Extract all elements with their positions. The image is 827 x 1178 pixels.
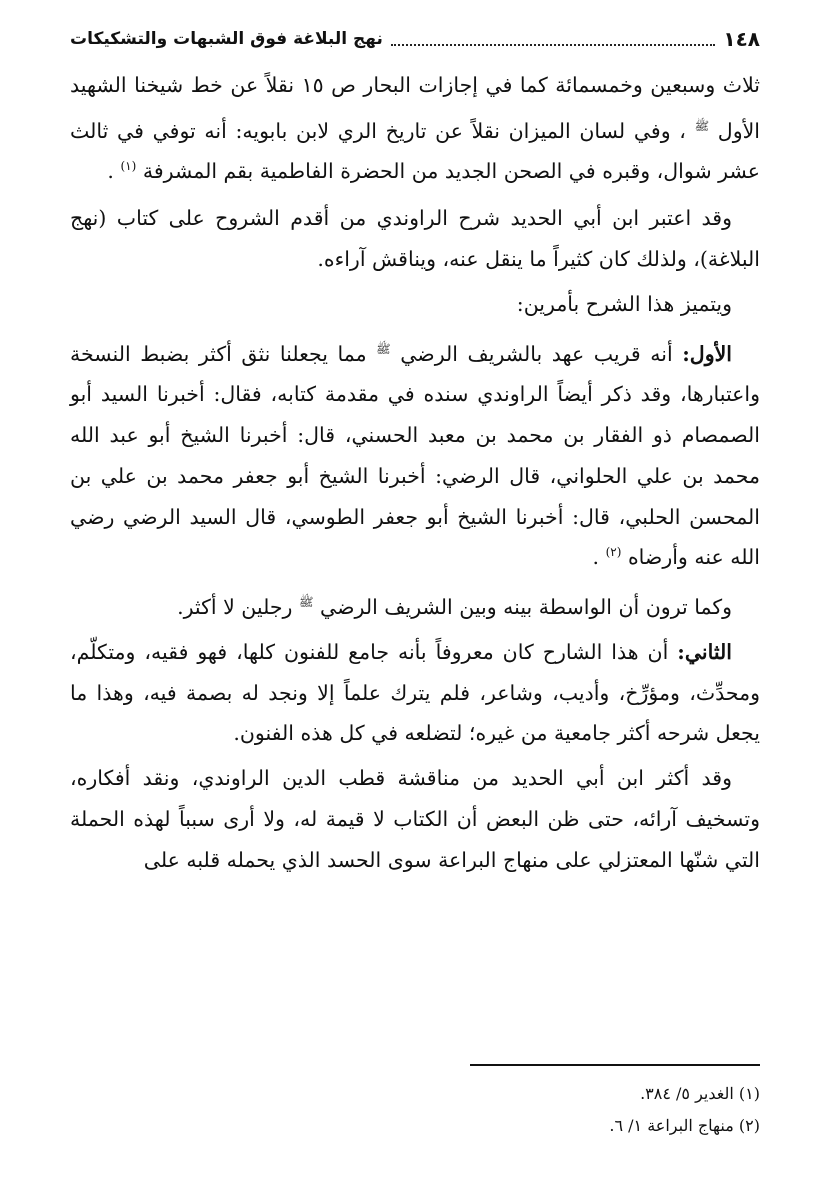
paragraph-4-end: .: [592, 545, 600, 570]
paragraph-4: [70, 329, 760, 579]
paragraph-7: وقد أكثر ابن أبي الحديد من مناقشة قطب الدين الراوندي، ونقد أفكاره، وتسخيف آرائه، حتى ظن البعض أن الكتاب لا قيمة له، ولا أرى سبباً لهذه الحملة التي شنّها المعتزلي على منهاج البراعة سوى الحسد الذي يحمله قلبه على: [70, 766, 760, 872]
footnotes: [70, 1064, 760, 1142]
honorific-mark: ﷺ: [694, 118, 710, 133]
paragraph-6: [70, 632, 760, 754]
footnote-separator: [470, 1064, 760, 1066]
main-text: [70, 65, 760, 881]
paragraph-6-lead: الثاني:: [677, 639, 732, 664]
paragraph-4-text: أنه قريب عهد بالشريف الرضي: [400, 341, 673, 366]
paragraph-6-text: أن هذا الشارح كان معروفاً بأنه جامع للفنون كلها، فهو فقيه، ومتكلّم، ومحدِّث، ومؤرِّخ، وأديب، وشاعر، فلم يترك علماً إلا ونجد له بصمة فيه، وهذا ما يجعل شرحه أكثر جامعية من غيره؛ لتضلعه في كل هذه الفنون.: [70, 639, 760, 746]
footnote-ref-2[interactable]: (٢): [605, 545, 622, 560]
paragraph-5-text-2: رجلين لا أكثر.: [177, 595, 293, 620]
paragraph-1-text-2: ، وفي لسان الميزان نقلاً عن تاريخ الري لابن بابويه: أنه توفي في ثالث عشر شوال، وقبره في الصحن الجديد من الحضرة الفاطمية بقم المشرفة: [70, 118, 760, 184]
paragraph-1-text: ثلاث وسبعين وخمسمائة كما في إجازات البحار ص ١٥ نقلاً عن خط شيخنا الشهيد الأول: [70, 73, 761, 143]
page-number: ١٤٨: [723, 27, 760, 51]
paragraph-1: [70, 65, 760, 192]
header-dot-leader: [391, 44, 716, 46]
page-header: [70, 24, 760, 54]
footnote-1: (١) الغدير ٥/ ٣٨٤.: [640, 1084, 760, 1103]
paragraph-5: [70, 582, 760, 628]
paragraph-2: وقد اعتبر ابن أبي الحديد شرح الراوندي من أقدم الشروح على كتاب (نهج البلاغة)، ولذلك كان كثيراً ما ينقل عنه، ويناقش آراءه.: [70, 206, 760, 272]
paragraph-5-text: وكما ترون أن الواسطة بينه وبين الشريف الرضي: [320, 595, 732, 620]
paragraph-4-text-2: مما يجعلنا نثق أكثر بضبط النسخة واعتبارها، وقد ذكر أيضاً الراوندي سنده في مقدمة كتابه، فقال: أخبرنا السيد أبو الصمصام ذو الفقار بن محمد بن معبد الحسني، قال: أخبرنا الشيخ أبو عبد الله محمد بن علي الحلواني، قال الرضي: أخبرنا الشيخ أبو جعفر محمد بن علي بن المحسن الحلبي، قال: أخبرنا الشيخ أبو جعفر الطوسي، قال السيد الرضي رضي الله عنه وأرضاه: [70, 341, 760, 570]
paragraph-1-end: .: [107, 159, 114, 184]
footnote-2: (٢) منهاج البراعة ١/ ٦.: [609, 1116, 760, 1135]
honorific-mark: ﷺ: [376, 341, 391, 356]
page: [70, 24, 760, 1158]
honorific-mark: ﷺ: [298, 595, 314, 610]
running-title: نهج البلاغة فوق الشبهات والتشكيكات: [70, 29, 383, 49]
footnote-ref-1[interactable]: (١): [120, 159, 137, 174]
paragraph-4-lead: الأول:: [682, 341, 732, 366]
paragraph-3: ويتميز هذا الشرح بأمرين:: [516, 291, 732, 316]
